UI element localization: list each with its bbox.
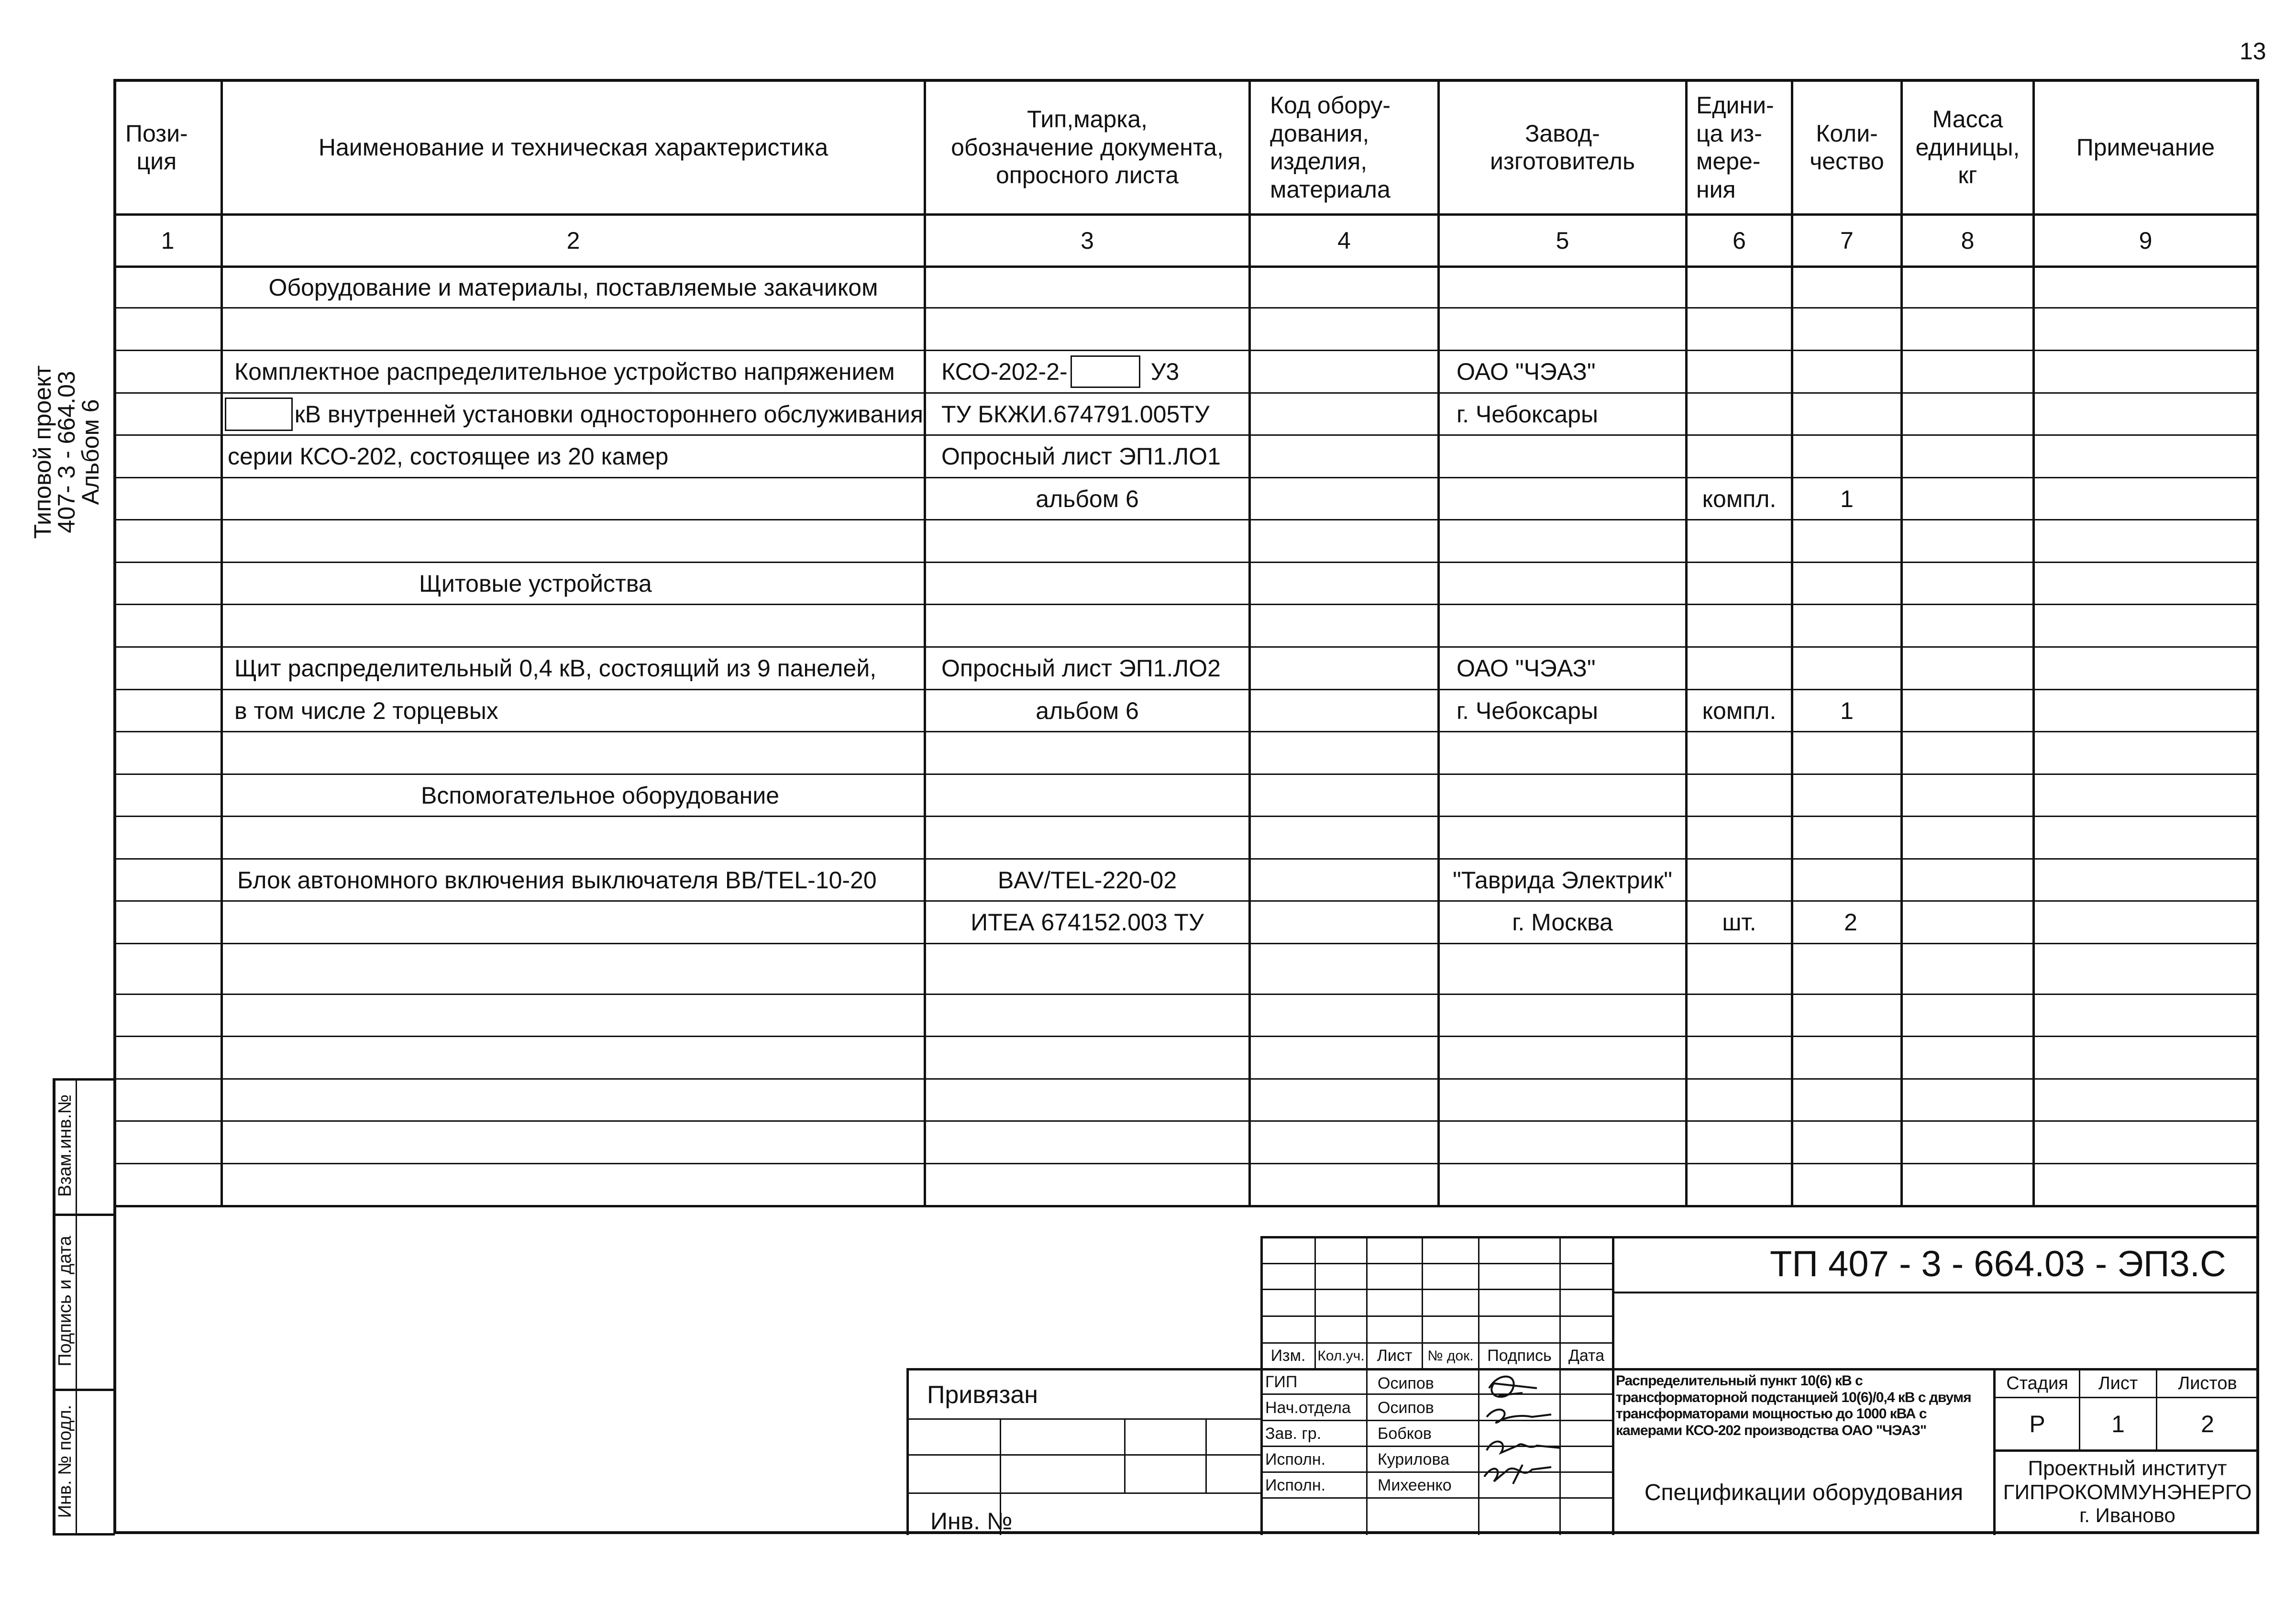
col-header-plant: Завод- изготовитель <box>1490 120 1635 175</box>
sheet-value: 1 <box>2111 1410 2125 1437</box>
project-description: Распределительный пункт 10(6) кВ с трансформаторной подстанцией 10(6)/0,4 кВ с двумя трансформаторами мощностью до 1000 кВА с камерами КСО-202 производства ОАО "ЧЭАЗ" <box>1616 1373 1971 1438</box>
table-row-type: ИТЕА 674152.003 ТУ <box>971 909 1204 936</box>
rev-header-sign: Подпись <box>1487 1347 1552 1365</box>
col-header-type: Тип,марка, обозначение документа, опросного листа <box>951 106 1224 189</box>
table-row-name: в том числе 2 торцевых <box>234 697 498 724</box>
table-row-type: Опросный лист ЭП1.ЛО2 <box>941 655 1221 682</box>
stamp-inv: Инв. № подл. <box>55 1404 75 1518</box>
table-row-plant: "Таврида Электрик" <box>1453 866 1672 894</box>
col-num-9: 9 <box>2139 227 2152 254</box>
table-row-plant: ОАО "ЧЭАЗ" <box>1457 358 1596 385</box>
stamp-podpis: Подпись и дата <box>55 1236 75 1367</box>
section-switchboards: Щитовые устройства <box>419 570 652 597</box>
col-header-position: Пози- ция <box>125 120 188 175</box>
col-header-mass: Масса единицы, кг <box>1915 106 2020 189</box>
staff-name: Курилова <box>1378 1450 1450 1469</box>
staff-role: Зав. гр. <box>1265 1424 1322 1443</box>
sheets-value: 2 <box>2201 1410 2214 1437</box>
rev-header-date: Дата <box>1568 1347 1605 1365</box>
doc-code: ТП 407 - 3 - 664.03 - ЭП3.С <box>1770 1244 2226 1284</box>
staff-name: Осипов <box>1378 1374 1434 1392</box>
col-num-6: 6 <box>1733 227 1746 254</box>
org-line2: ГИПРОКОММУНЭНЕРГО <box>2003 1480 2252 1504</box>
staff-role: Исполн. <box>1265 1450 1326 1469</box>
staff-role: Исполн. <box>1265 1476 1326 1494</box>
side-label-code: 407- 3 - 664.03 <box>53 371 80 533</box>
table-row-name: Комплектное распределительное устройство напряжением <box>234 358 895 385</box>
rev-header-izm: Изм. <box>1270 1347 1306 1365</box>
stage-header: Стадия <box>2006 1373 2068 1393</box>
col-num-1: 1 <box>161 227 175 254</box>
rev-header-list: Лист <box>1377 1347 1413 1365</box>
col-num-2: 2 <box>566 227 580 254</box>
section-auxiliary: Вспомогательное оборудование <box>421 782 780 809</box>
table-row-plant: г. Чебоксары <box>1457 400 1598 428</box>
sheet-header: Лист <box>2098 1373 2138 1393</box>
col-num-4: 4 <box>1337 227 1351 254</box>
table-row-unit: компл. <box>1702 485 1777 512</box>
stamp-vzam: Взам.инв.№ <box>55 1094 75 1197</box>
table-row-type: альбом 6 <box>1036 485 1139 512</box>
table-row-qty: 1 <box>1840 485 1854 512</box>
table-row-name: Щит распределительный 0,4 кВ, состоящий из 9 панелей, <box>234 655 877 682</box>
staff-name: Михеенко <box>1378 1476 1452 1494</box>
col-num-7: 7 <box>1840 227 1854 254</box>
table-row-qty: 2 <box>1844 909 1857 936</box>
table-row-name: кВ внутренней установки одностороннего обслуживания <box>225 394 923 434</box>
voltage-blank-box <box>225 398 293 431</box>
doc-title: Спецификации оборудования <box>1644 1480 1964 1505</box>
sheets-header: Листов <box>2178 1373 2237 1393</box>
col-header-note: Примечание <box>2076 133 2215 161</box>
table-row-plant: ОАО "ЧЭАЗ" <box>1457 655 1596 682</box>
table-row-type: ТУ БКЖИ.674791.005ТУ <box>941 400 1210 428</box>
staff-role: Нач.отдела <box>1265 1398 1351 1417</box>
col-num-8: 8 <box>1961 227 1975 254</box>
col-header-code: Код обору- дования, изделия, материала <box>1270 92 1391 203</box>
rev-header-doc: № док. <box>1427 1348 1474 1364</box>
table-row-plant: г. Чебоксары <box>1457 697 1598 724</box>
col-num-3: 3 <box>1081 227 1094 254</box>
page-number: 13 <box>2240 38 2266 65</box>
col-num-5: 5 <box>1556 227 1569 254</box>
signature-scribbles <box>1479 1369 1594 1498</box>
stage-value: Р <box>2029 1410 2045 1437</box>
staff-name: Осипов <box>1378 1398 1434 1417</box>
table-row-unit: шт. <box>1722 909 1756 936</box>
table-row-type: Опросный лист ЭП1.ЛО1 <box>941 443 1221 470</box>
section-customer-equipment: Оборудование и материалы, поставляемые закачиком <box>268 274 878 301</box>
org-line3: г. Иваново <box>2079 1503 2175 1526</box>
org-line1: Проектный институт <box>2028 1457 2227 1480</box>
inv-no-label: Инв. № <box>930 1507 1013 1535</box>
side-label-album: Альбом 6 <box>77 399 104 505</box>
side-label-project: Типовой проект <box>29 365 56 539</box>
staff-role: ГИП <box>1265 1372 1298 1391</box>
table-row-type: BAV/TEL-220-02 <box>997 866 1177 894</box>
table-row-unit: компл. <box>1702 697 1777 724</box>
table-row-name: серии КСО-202, состоящее из 20 камер <box>228 443 669 470</box>
table-row-name: Блок автономного включения выключателя BB/TEL-10-20 <box>237 866 877 894</box>
col-header-name: Наименование и техническая характеристика <box>318 133 828 161</box>
table-row-plant: г. Москва <box>1512 909 1613 936</box>
col-header-qty: Коли- чество <box>1810 120 1884 175</box>
table-row-qty: 1 <box>1840 697 1854 724</box>
privyazan-label: Привязан <box>927 1381 1038 1409</box>
col-header-unit: Едини- ца из- мере- ния <box>1696 92 1774 203</box>
rev-header-kol: Кол.уч. <box>1317 1348 1365 1364</box>
voltage-blank-box <box>1071 355 1140 388</box>
table-row-type: КСО-202-2- У3 <box>941 351 1247 392</box>
staff-name: Бобков <box>1378 1424 1432 1443</box>
table-row-type: альбом 6 <box>1036 697 1139 724</box>
